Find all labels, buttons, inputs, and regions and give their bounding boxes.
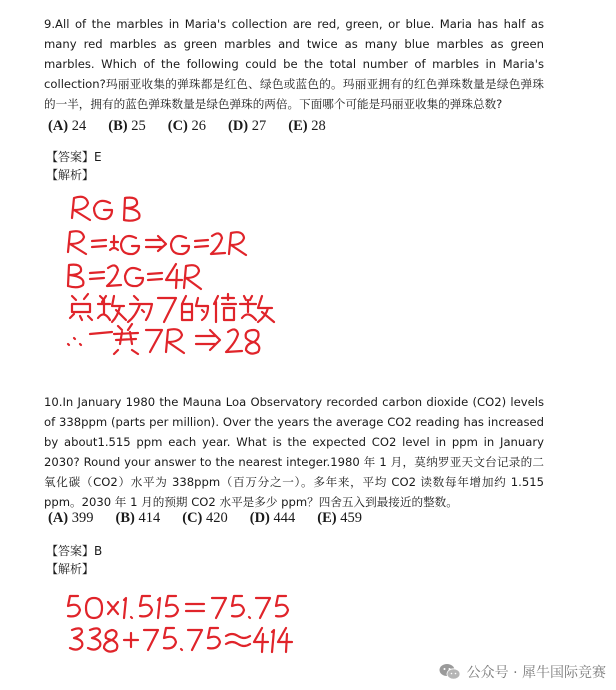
q9-choice-a: (A) 24 (48, 118, 87, 134)
question-9-text: 9.All of the marbles in Maria's collection are red, green, or blue. Maria has half as many red marbles as green marbles and twice as many blue marbles as green marbles. Which of the following could be the total number of marbles in Maria's collection?玛丽亚收集的弹珠都是红色、绿色或蓝色的。玛丽亚拥有的红色弹珠数量是绿色弹珠的一半，拥有的蓝色弹珠数量是绿色弹珠的两倍。下面哪个可能是玛丽亚收集的弹珠总数? (44, 17, 544, 111)
question-10-text: 10.In January 1980 the Mauna Loa Observatory recorded carbon dioxide (CO2) levels of 338ppm (parts per million). Over the years the average CO2 reading has increased by about1.515 ppm each year. What is the expected CO2 level in ppm in January 2030? Round your answer to the nearest integer.1980 年 1 月，莫纳罗亚天文台记录的二氧化碳（CO2）水平为 338ppm（百万分之一）。多年来，平均 CO2 读数每年增加约 1.515 ppm。2030 年 1 月的预期 CO2 水平是多少 ppm？四舍五入到最接近的整数。 (44, 395, 544, 509)
hw-line-calc-1 (68, 596, 288, 618)
q9-explanation-label: 【解析】 (46, 168, 95, 182)
q9-choice-c: (C) 26 (167, 118, 206, 134)
q9-choice-e: (E) 28 (288, 118, 326, 134)
q10-choice-e: (E) 459 (317, 510, 362, 526)
q9-choice-b: (B) 25 (108, 118, 146, 134)
watermark (439, 662, 606, 682)
q9-choice-d: (D) 27 (228, 118, 267, 134)
q10-answer: 【答案】B (46, 544, 103, 558)
wechat-icon (439, 663, 461, 681)
watermark-text: 公众号 · 犀牛国际竞赛 (466, 665, 606, 681)
q9-answer: 【答案】E (46, 150, 102, 164)
q10-choice-a: (A) 399 (48, 510, 94, 526)
q10-choice-c: (C) 420 (182, 510, 228, 526)
q10-choice-d: (D) 444 (249, 510, 296, 526)
hw-line-calc-2 (70, 628, 292, 652)
q10-choice-b: (B) 414 (115, 510, 161, 526)
q10-explanation-label: 【解析】 (46, 562, 95, 576)
